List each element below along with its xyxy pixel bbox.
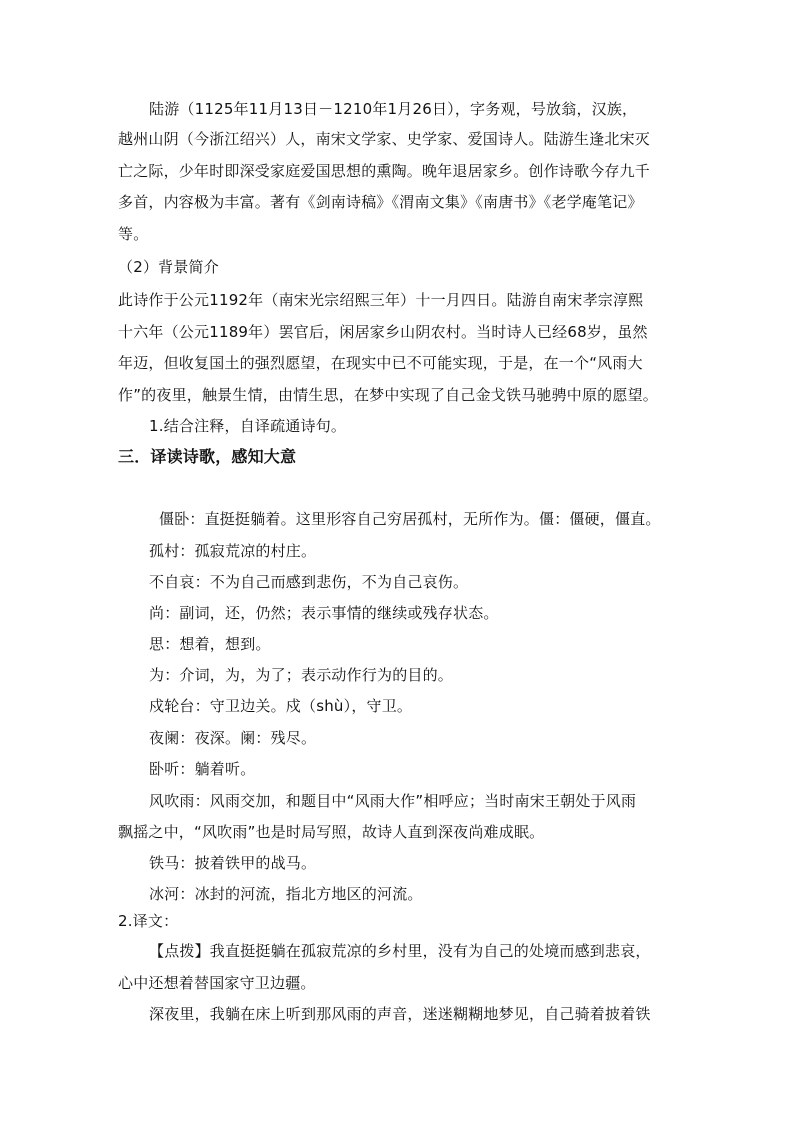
note-item: 铁马：披着铁甲的战马。 <box>149 854 317 872</box>
note-item: 为：介词，为，为了；表示动作行为的目的。 <box>149 666 454 684</box>
intro-line-4: 多首，内容极为丰富。著有《剑南诗稿》《渭南文集》《南唐书》《老学庵笔记》 <box>118 193 643 211</box>
intro-line-5: 等。 <box>118 225 149 243</box>
note-item: 孤村：孤寂荒凉的村庄。 <box>149 542 317 560</box>
background-line-2: 十六年（公元1189年）罢官后，闲居家乡山阴农村。当时诗人已经68岁，虽然 <box>118 323 648 341</box>
intro-line-3: 亡之际，少年时即深受家庭爱国思想的熏陶。晚年退居家乡。创作诗歌今存九千 <box>118 162 651 180</box>
translation-label: 2.译文： <box>118 912 179 930</box>
note-item: 冰河：冰封的河流，指北方地区的河流。 <box>149 885 423 903</box>
note-item: 不自哀：不为自己而感到悲伤，不为自己哀伤。 <box>149 573 469 591</box>
note-item: 夜阑：夜深。阑：残尽。 <box>149 729 317 747</box>
note-item: 戍轮台：守卫边关。戍（shù），守卫。 <box>149 697 413 715</box>
background-line-4: 作”的夜里，触景生情，由情生思，在梦中实现了自己金戈铁马驰骋中原的愿望。 <box>118 386 658 404</box>
background-line-1: 此诗作于公元1192年（南宋光宗绍熙三年）十一月四日。陆游自南宋孝宗淳熙 <box>118 291 644 309</box>
translation-line-2: 心中还想着替国家守卫边疆。 <box>118 974 316 992</box>
translation-line-3: 深夜里，我躺在床上听到那风雨的声音，迷迷糊糊地梦见，自己骑着披着铁 <box>149 1005 651 1023</box>
note-item: 僵卧：直挺挺躺着。这里形容自己穷居孤村，无所作为。僵：僵硬，僵直。 <box>159 510 661 528</box>
note-item: 卧听：躺着听。 <box>149 760 256 778</box>
note-item: 尚：副词，还，仍然；表示事情的继续或残存状态。 <box>149 604 499 622</box>
task-1: 1.结合注释，自译疏通诗句。 <box>149 417 347 435</box>
note-item: 风吹雨：风雨交加，和题目中“风雨大作”相呼应；当时南宋王朝处于风雨 <box>149 792 637 810</box>
translation-line-1: 【点拨】我直挺挺躺在孤寂荒凉的乡村里，没有为自己的处境而感到悲哀， <box>149 942 651 960</box>
note-item: 飘摇之中，“风吹雨”也是时局写照，故诗人直到深夜尚难成眠。 <box>118 823 545 841</box>
background-line-3: 年迈，但收复国土的强烈愿望，在现实中已不可能实现，于是，在一个“风雨大 <box>118 354 643 372</box>
intro-line-2: 越州山阴（今浙江绍兴）人，南宋文学家、史学家、爱国诗人。陆游生逢北宋灭 <box>118 130 651 148</box>
section-3-heading: 三．译读诗歌，感知大意 <box>118 447 297 466</box>
background-heading: （2）背景简介 <box>118 258 219 276</box>
intro-line-1: 陆游（1125年11月13日－1210年1月26日），字务观，号放翁，汉族， <box>149 100 638 118</box>
note-item: 思：想着，想到。 <box>149 635 271 653</box>
